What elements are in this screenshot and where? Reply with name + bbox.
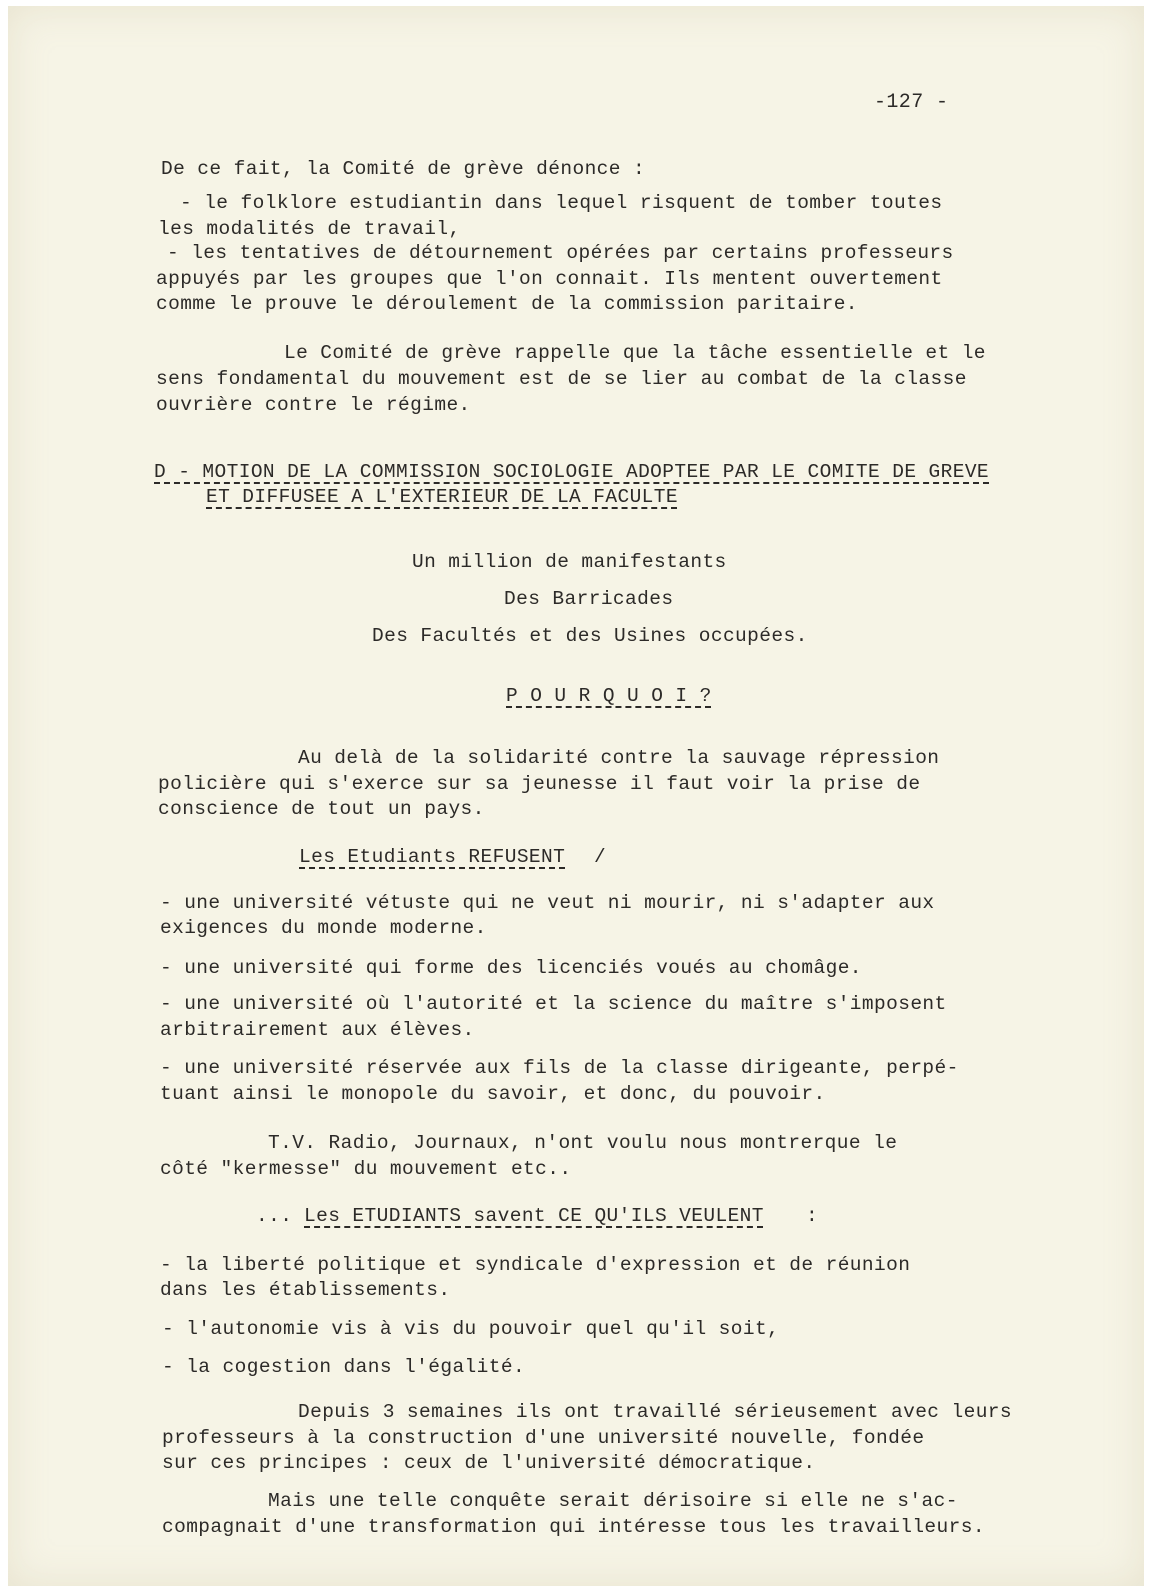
solidarity-paragraph-line: policière qui s'exerce sur sa jeunesse il faut voir la prise de xyxy=(158,773,921,795)
refusent-slash: / xyxy=(594,846,607,868)
media-paragraph-line: côté "kermesse" du mouvement etc.. xyxy=(160,1158,572,1180)
refusent-item: - une université où l'autorité et la science du maître s'imposent xyxy=(160,993,947,1015)
veulent-item: - l'autonomie vis à vis du pouvoir quel qu'il soit, xyxy=(162,1318,780,1340)
refusent-heading: Les Etudiants REFUSENT xyxy=(299,846,566,868)
media-paragraph-line: T.V. Radio, Journaux, n'ont voulu nous montrerque le xyxy=(268,1132,898,1154)
intro-bullet-2-cont: comme le prouve le déroulement de la commission paritaire. xyxy=(156,293,858,315)
page-number: -127 - xyxy=(874,91,949,114)
slogan: Des Facultés et des Usines occupées. xyxy=(372,625,808,647)
reminder-paragraph-line: sens fondamental du mouvement est de se lier au combat de la classe xyxy=(156,368,967,390)
veulent-item: - la cogestion dans l'égalité. xyxy=(162,1356,526,1378)
conclusion-paragraph-line: compagnait d'une transformation qui intéresse tous les travailleurs. xyxy=(162,1516,985,1538)
work-paragraph-line: Depuis 3 semaines ils ont travaillé sérieusement avec leurs xyxy=(298,1401,1013,1423)
veulent-colon: : xyxy=(806,1205,819,1227)
intro-bullet-2: - les tentatives de détournement opérées par certains professeurs xyxy=(167,242,954,264)
intro-line: De ce fait, la Comité de grève dénonce : xyxy=(161,158,646,180)
intro-bullet-2-cont: appuyés par les groupes que l'on connait. Ils mentent ouvertement xyxy=(156,268,943,290)
veulent-item: - la liberté politique et syndicale d'expression et de réunion xyxy=(160,1254,911,1276)
intro-bullet-1: - le folklore estudiantin dans lequel risquent de tomber toutes xyxy=(180,192,943,214)
refusent-item: - une université qui forme des licenciés voués au chomâge. xyxy=(160,957,862,979)
work-paragraph-line: sur ces principes : ceux de l'université démocratique. xyxy=(162,1452,816,1474)
veulent-heading: Les ETUDIANTS savent CE QU'ILS VEULENT xyxy=(304,1205,764,1227)
reminder-paragraph-line: Le Comité de grève rappelle que la tâche essentielle et le xyxy=(284,342,986,364)
reminder-paragraph-line: ouvrière contre le régime. xyxy=(156,394,471,416)
veulent-prefix: ... xyxy=(256,1205,293,1227)
work-paragraph-line: professeurs à la construction d'une université nouvelle, fondée xyxy=(162,1427,925,1449)
slogan: Un million de manifestants xyxy=(412,551,727,573)
document-page xyxy=(8,6,1144,1586)
refusent-item-cont: exigences du monde moderne. xyxy=(160,917,487,939)
conclusion-paragraph-line: Mais une telle conquête serait dérisoire si elle ne s'ac- xyxy=(268,1490,958,1512)
refusent-item-cont: arbitrairement aux élèves. xyxy=(160,1019,475,1041)
refusent-item: - une université vétuste qui ne veut ni mourir, ni s'adapter aux xyxy=(160,892,935,914)
slogan: Des Barricades xyxy=(504,588,674,610)
section-title-cont: ET DIFFUSEE A L'EXTERIEUR DE LA FACULTE xyxy=(206,486,678,508)
intro-bullet-1-cont: les modalités de travail, xyxy=(158,218,461,240)
veulent-item-cont: dans les établissements. xyxy=(160,1279,451,1301)
refusent-item-cont: tuant ainsi le monopole du savoir, et donc, du pouvoir. xyxy=(160,1083,826,1105)
refusent-item: - une université réservée aux fils de la classe dirigeante, perpé- xyxy=(160,1057,959,1079)
pourquoi-heading: P O U R Q U O I ? xyxy=(506,685,712,707)
solidarity-paragraph-line: Au delà de la solidarité contre la sauvage répression xyxy=(298,747,940,769)
solidarity-paragraph-line: conscience de tout un pays. xyxy=(158,798,485,820)
section-title: D - MOTION DE LA COMMISSION SOCIOLOGIE ADOPTEE PAR LE COMITE DE GREVE xyxy=(154,461,990,483)
